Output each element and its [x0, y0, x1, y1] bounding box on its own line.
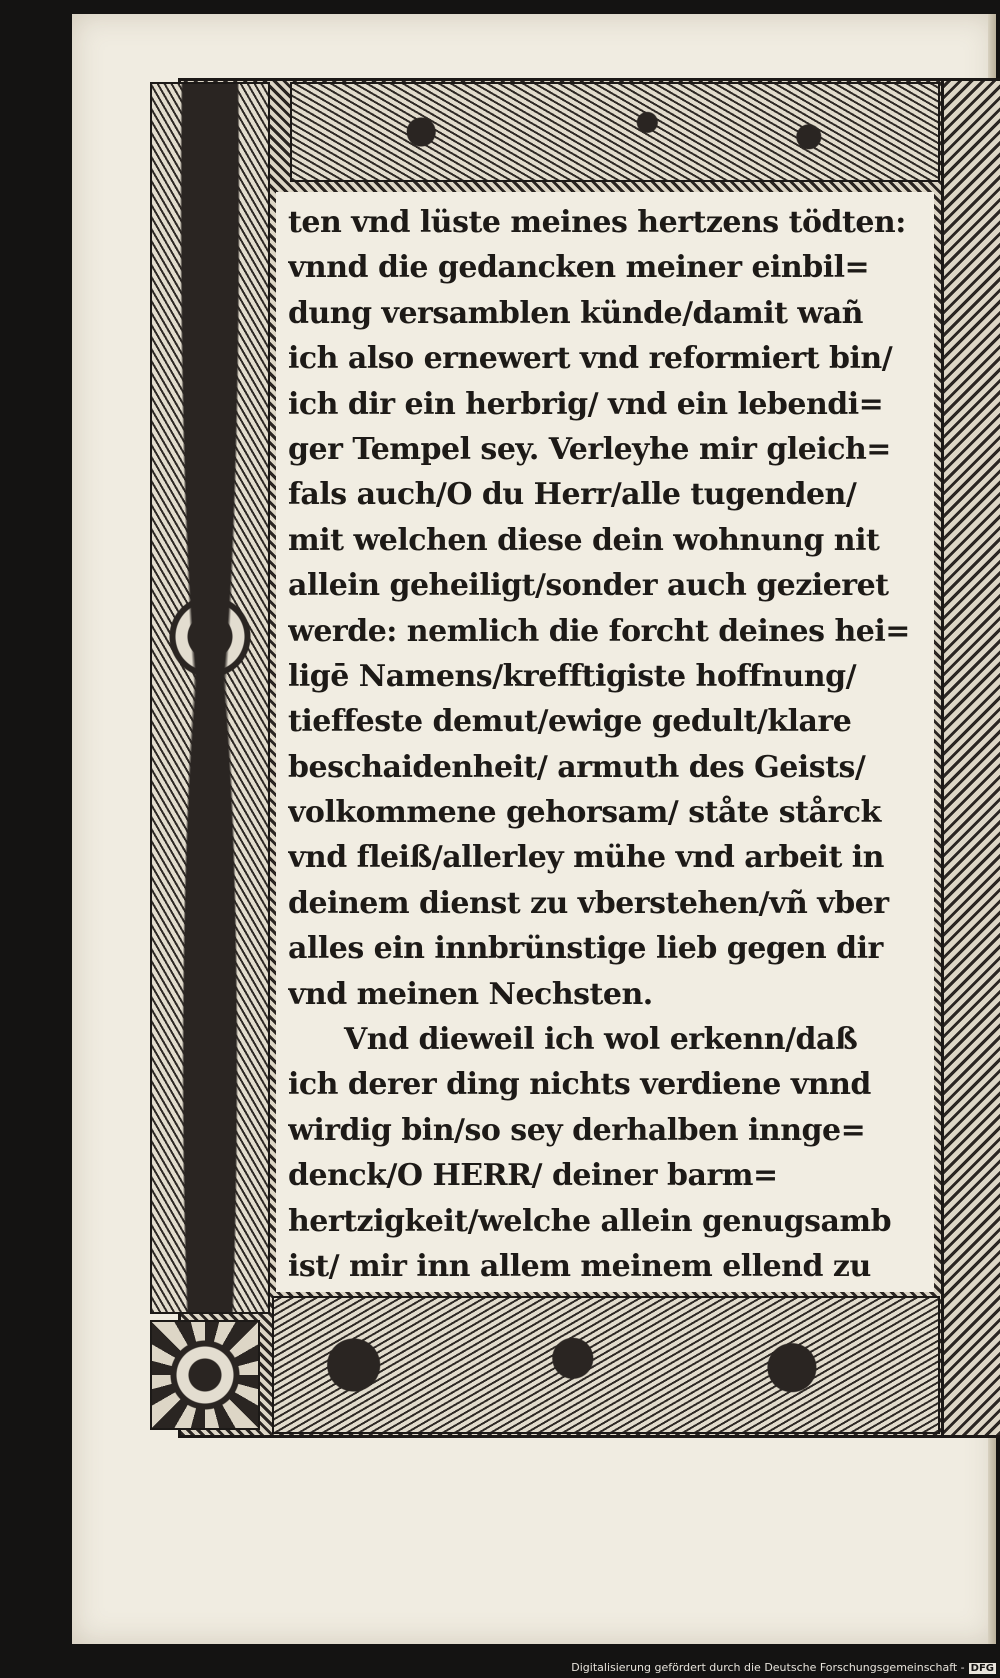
text-line: deinem dienst zu vberstehen/vñ vber — [288, 885, 889, 921]
text-line: mit welchen diese dein wohnung nit — [288, 522, 880, 558]
ornament-flower-corner — [150, 1320, 260, 1430]
text-line: dung versamblen künde/damit wañ — [288, 295, 863, 331]
text-line: ich also ernewert vnd reformiert bin/ — [288, 341, 893, 377]
woodcut-border-right — [944, 78, 1000, 1438]
text-line-paragraph-start: Vnd dieweil ich wol erkenn/daß — [344, 1022, 858, 1058]
text-line: tieffeste demut/ewige gedult/klare — [288, 704, 852, 740]
text-block — [276, 192, 934, 1292]
digitization-credit — [571, 1661, 996, 1674]
text-line: volkommene gehorsam/ ståte stårck — [288, 795, 881, 831]
text-line: ich dir ein herbrig/ vnd ein lebendi= — [288, 386, 884, 422]
credit-text: Digitalisierung gefördert durch die Deutsche Forschungsgemeinschaft - — [571, 1661, 965, 1674]
text-line: wirdig bin/so sey derhalben innge= — [288, 1112, 866, 1148]
text-line: ich derer ding nichts verdiene vnnd — [288, 1067, 871, 1103]
text-line: vnnd die gedancken meiner einbil= — [288, 250, 870, 286]
ornament-left-figure — [150, 82, 270, 1314]
text-line: ligē Namens/krefftigiste hoffnung/ — [288, 658, 857, 694]
ornament-top-band — [290, 82, 940, 182]
dfg-logo: DFG — [970, 1663, 994, 1674]
text-line: ger Tempel sey. Verleyhe mir gleich= — [288, 431, 891, 467]
text-line: vnd fleiß/allerley mühe vnd arbeit in — [288, 840, 884, 876]
text-line: ist/ mir inn allem meinem ellend zu — [288, 1248, 871, 1284]
ornament-bottom-band — [272, 1296, 940, 1434]
text-line: alles ein innbrünstige lieb gegen dir — [288, 931, 883, 967]
text-line: allein geheiligt/sonder auch gezieret — [288, 568, 889, 604]
text-line: werde: nemlich die forcht deines hei= — [288, 613, 910, 649]
text-line: ten vnd lüste meines hertzens tödten: — [288, 205, 906, 240]
text-line: vnd meinen Nechsten. — [288, 976, 653, 1012]
text-line: hertzigkeit/welche allein genugsamb — [288, 1203, 892, 1239]
text-line: fals auch/O du Herr/alle tugenden/ — [288, 477, 857, 513]
text-line: beschaidenheit/ armuth des Geists/ — [288, 749, 866, 785]
text-line: denck/O HERR/ deiner barm= — [288, 1158, 778, 1194]
